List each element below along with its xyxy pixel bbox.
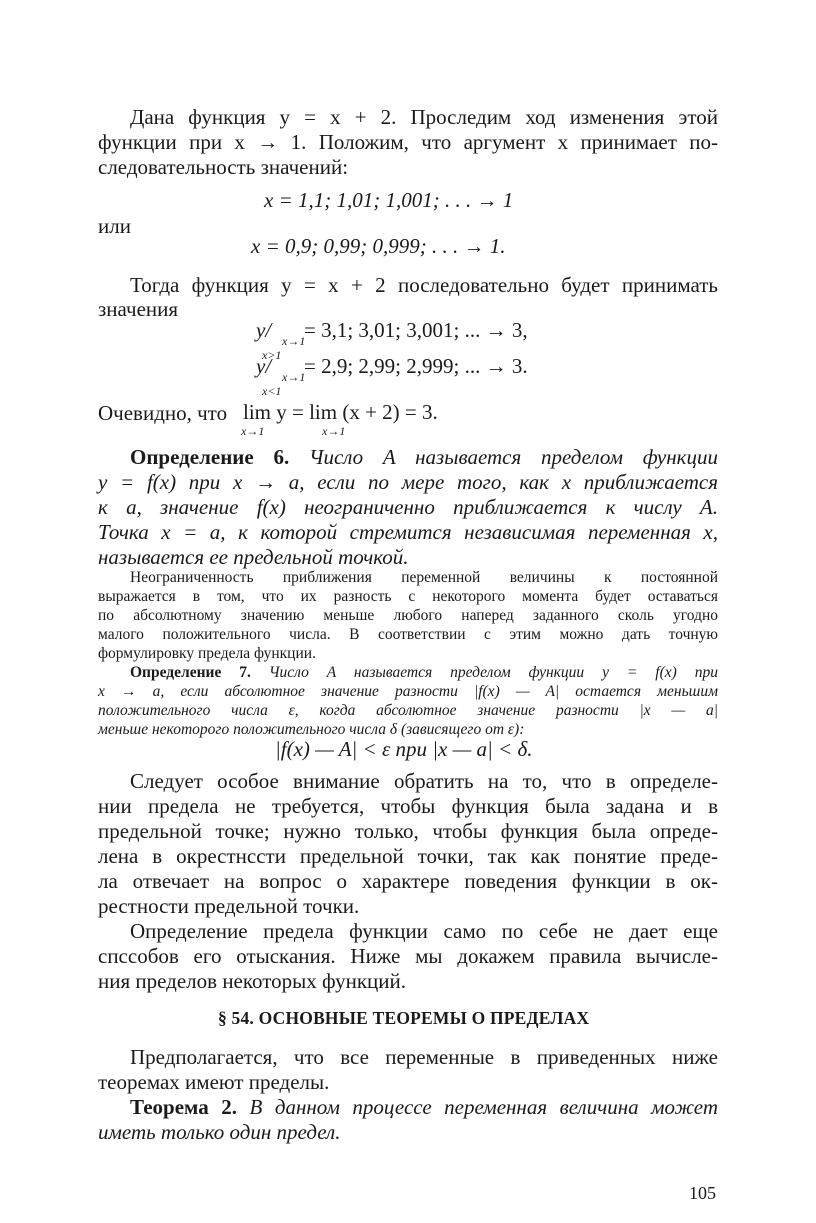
definition-7-formula: |f(x) — A| < ε при |x — a| < δ. xyxy=(275,737,533,761)
values-1-list: = 3,1; 3,01; 3,001; ... → 3, xyxy=(304,318,528,342)
remark-line-4: лена в окрестнсcти предельной точки, так как понятие преде- xyxy=(98,844,718,868)
note-line-5: формулировку предела функции. xyxy=(98,645,316,662)
then-line-1: Тогда функция y = x + 2 последовательно будет принимать xyxy=(130,273,718,297)
assume-line-1: Предполагается, что все переменные в приведенных ниже xyxy=(130,1045,718,1069)
definition-7-line-4: меньше некоторого положительного числа δ (зависящего от ε): xyxy=(98,721,525,738)
definition-7-text-1: Число A называется пределом функции y = f(x) при xyxy=(268,664,718,681)
theorem-2-label: Теорема 2. xyxy=(130,1095,237,1119)
or-word: или xyxy=(98,214,131,238)
values-2-list: = 2,9; 2,99; 2,999; ... → 3. xyxy=(304,354,528,378)
obvious-text: Очевидно, что xyxy=(98,401,228,425)
intro-line-1: Дана функция y = x + 2. Проследим ход изменения этой xyxy=(130,105,718,129)
values-2-y: y/ xyxy=(256,354,272,378)
theorem-2-line-2: иметь только один предел. xyxy=(98,1120,341,1144)
values-2-below: x<1 xyxy=(262,384,282,398)
theorem-2-text-1: В данном процессе переменная величина может xyxy=(249,1095,718,1119)
section-heading: § 54. ОСНОВНЫЕ ТЕОРЕМЫ О ПРЕДЕЛАХ xyxy=(218,1008,590,1028)
then-line-2: значения xyxy=(98,297,179,321)
note-line-1: Неограниченность приближения переменной величины к постоянной xyxy=(130,569,718,586)
sequence-2: x = 0,9; 0,99; 0,999; . . . → 1. xyxy=(251,234,506,258)
note-line-2: выражается в том, что их разность с некоторого момента будет оставаться xyxy=(98,588,718,605)
limit-subscript-1: x→1 xyxy=(241,424,265,438)
intro-line-2: функции при x → 1. Положим, что аргумент x принимает по- xyxy=(98,130,718,154)
remark-line-5: ла отвечает на вопрос о характере поведения функции в ок- xyxy=(98,869,718,893)
note-line-4: малого положительного числа. В соответствии с этим можно дать точную xyxy=(98,626,718,643)
values-1-y: y/ xyxy=(256,318,272,342)
page-number: 105 xyxy=(689,1183,716,1203)
obvious-limit-expression: lim y = lim (x + 2) = 3. xyxy=(243,400,438,424)
definition-6-line-3: к a, значение f(x) неограниченно приближается к числу A. xyxy=(98,495,718,519)
sequence-1: x = 1,1; 1,01; 1,001; . . . → 1 xyxy=(264,188,514,212)
method-line-1: Определение предела функции само по себе не дает еще xyxy=(130,919,718,943)
remark-line-6: рестности предельной точки. xyxy=(98,894,360,918)
definition-6-line-4: Точка x = a, к которой стремится независимая переменная x, xyxy=(98,520,718,544)
definition-6-label: Определение 6. xyxy=(130,445,290,469)
definition-6-line-1 xyxy=(130,444,718,470)
remark-line-3: предельной точке; нужно только, чтобы функция была опреде- xyxy=(98,819,718,843)
values-1-sub: x→1 xyxy=(282,334,306,348)
remark-line-2: нии предела не требуется, чтобы функция была задана и в xyxy=(98,794,718,818)
definition-7-line-3: положительного числа ε, когда абсолютное значение разности |x — a| xyxy=(98,702,718,719)
intro-line-3: следовательность значений: xyxy=(98,155,349,179)
values-1-below: x>1 xyxy=(262,348,282,362)
remark-line-1: Следует особое внимание обратить на то, что в определе- xyxy=(130,769,718,793)
definition-7-line-1 xyxy=(130,663,718,682)
limit-subscript-2: x→1 xyxy=(322,424,346,438)
definition-7-line-2: x → a, если абсолютное значение разности |f(x) — A| остается меньшим xyxy=(98,683,718,700)
definition-6-text-1: Число A называется пределом функции xyxy=(308,445,718,469)
theorem-2-line-1 xyxy=(130,1094,718,1120)
values-2-sub: x→1 xyxy=(282,370,306,384)
definition-7-label: Определение 7. xyxy=(130,664,251,681)
note-line-3: по абсолютному значению меньше любого наперед заданного сколь угодно xyxy=(98,607,718,624)
method-line-2: спсcобов его отыскания. Ниже мы докажем правила вычисле- xyxy=(98,944,718,968)
assume-line-2: теоремах имеют пределы. xyxy=(98,1070,330,1094)
definition-6-line-5: называется ее предельной точкой. xyxy=(98,545,409,569)
definition-6-line-2: y = f(x) при x → a, если по мере того, как x приближается xyxy=(98,470,718,494)
method-line-3: ния пределов некоторых функций. xyxy=(98,969,406,993)
